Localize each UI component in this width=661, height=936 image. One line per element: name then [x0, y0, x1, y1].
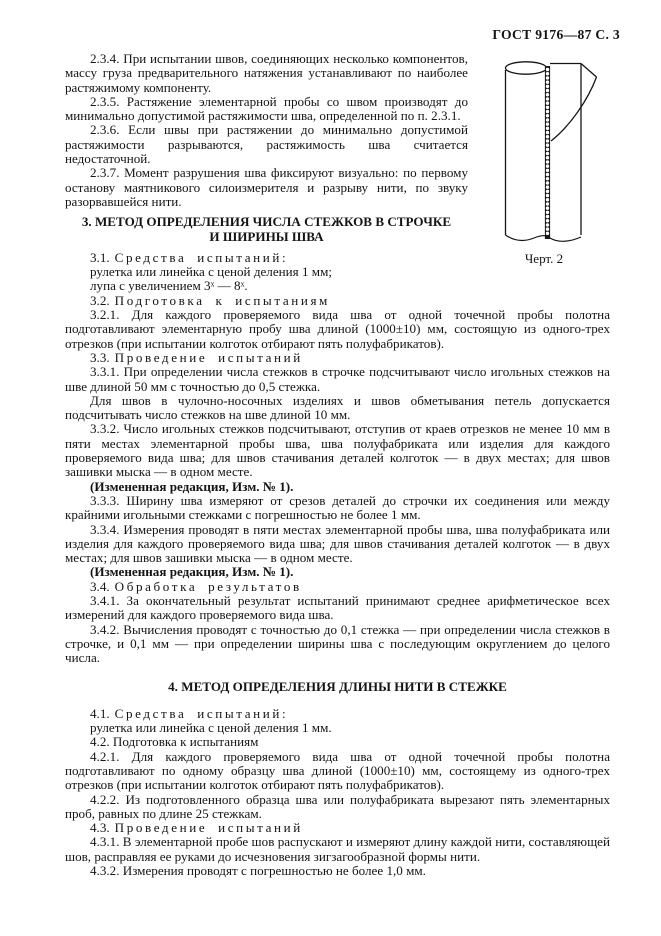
paragraph-4-2-1: 4.2.1. Для каждого проверяемого вида шва от одной точечной пробы полотна подготавливают по одному образцу шва длиной (1000±10) мм, состоящему из одного-трех отрезков (при испытании колготок отбирают пять полуфабрикатов). [65, 748, 610, 793]
figure-caption: Черт. 2 [524, 251, 564, 266]
paragraph-2-3-7: 2.3.7. Момент разрушения шва фиксируют визуально: по первому останову маятникового силоизмерителя и разрыву нити, по звуку разорвавшейся нити. [65, 165, 468, 209]
paragraph-3-3-2: 3.3.2. Число игольных стежков подсчитывают, отступив от краев отрезков не менее 10 мм в пяти местах элементарной пробы шва, шва полуфабриката или изделия для каждого проверяемого вида шва; для швов стачивания деталей колготок — в двух местах; для швов зашивки мыска — в одном месте. [65, 421, 610, 480]
document-body [65, 52, 610, 878]
subheading-3-3: 3.3. Проведение испытаний [90, 349, 303, 365]
paragraph-2-3-4: 2.3.4. При испытании швов, соединяющих несколько компонентов, массу груза предварительного натяжения устанавливают по наиболее растяжимому компоненту. [65, 51, 468, 95]
list-item-ruler-2: рулетка или линейка с ценой деления 1 мм. [90, 720, 332, 736]
paragraph-2-3-6: 2.3.6. Если швы при растяжении до минимально допустимой растяжимости разрываются, растяжимость шва считается недостаточной. [65, 122, 468, 167]
subheading-4-3: 4.3. Проведение испытаний [90, 820, 303, 836]
tube-seam-drawing [504, 60, 600, 246]
paragraph-3-4-1: 3.4.1. За окончательный результат испытаний принимают среднее арифметическое всех измерений для каждого проверяемого вида шва. [65, 592, 610, 623]
amendment-note-1: (Измененная редакция, Изм. № 1). [90, 478, 294, 494]
section-4-title: 4. МЕТОД ОПРЕДЕЛЕНИЯ ДЛИНЫ НИТИ В СТЕЖКЕ [168, 679, 507, 695]
paragraph-3-2-1: 3.2.1. Для каждого проверяемого вида шва от одной точечной пробы полотна подготавливают элементарную пробу шва длиной (1000±10) мм, состоящую из одного-трех отрезков (при испытании колготок отбирают пять полуфабрикатов). [65, 307, 610, 351]
section-3-title-line-1: 3. МЕТОД ОПРЕДЕЛЕНИЯ ЧИСЛА СТЕЖКОВ В СТРОЧКЕ [81, 214, 452, 230]
list-item-ruler: рулетка или линейка с ценой деления 1 мм; [90, 264, 332, 280]
subheading-4-1: 4.1. Средства испытаний: [90, 705, 289, 721]
paragraph-4-2-2: 4.2.2. Из подготовленного образца шва или полуфабриката вырезают пять элементарных проб, равных по длине 25 стежкам. [65, 791, 610, 821]
paragraph-4-3-1: 4.3.1. В элементарной пробе шов распускают и измеряют длину каждой нити, составляющей шов, расправляя ее руками до исчезновения зигзагообразной формы нити. [65, 834, 610, 864]
paragraph-2-3-5: 2.3.5. Растяжение элементарной пробы со швом производят до минимально допустимой растяжимости шва, определенной по п. 2.3.1. [65, 93, 468, 124]
subheading-4-2: 4.2. Подготовка к испытаниям [90, 734, 259, 750]
subheading-3-4: 3.4. Обработка результатов [90, 578, 302, 594]
paragraph-3-3-1: 3.3.1. При определении числа стежков в строчке подсчитывают число игольных стежков на шве длиной 50 мм с точностью до 0,5 стежка. [65, 364, 610, 394]
paragraph-3-4-2: 3.4.2. Вычисления проводят с точностью до 0,1 стежка — при определении числа стежков в строчке, и 0,1 мм — при определении ширины шва с последующим округлением до целого числа. [65, 621, 610, 666]
section-3-title-line-2: И ШИРИНЫ ШВА [209, 228, 324, 244]
subheading-3-2: 3.2. Подготовка к испытаниям [90, 292, 330, 308]
list-item-loupe: лупа с увеличением 3ˣ — 8ˣ. [90, 278, 248, 294]
subheading-3-1: 3.1. Средства испытаний: [90, 249, 289, 265]
paragraph-3-3-1-note: Для швов в чулочно-носочных изделиях и швов обметывания петель допускается подсчитывать число стежков на шве длиной 10 мм. [65, 392, 610, 423]
page-header: ГОСТ 9176—87 С. 3 [492, 27, 620, 42]
paragraph-4-3-2: 4.3.2. Измерения проводят с погрешностью не более 1,0 мм. [90, 863, 426, 879]
paragraph-3-3-3: 3.3.3. Ширину шва измеряют от срезов деталей до строчки их соединения или между крайними игольными стежками с погрешностью не более 1 мм. [65, 492, 610, 523]
figure-2 [478, 60, 610, 266]
amendment-note-2: (Измененная редакция, Изм. № 1). [90, 564, 294, 580]
paragraph-3-3-4: 3.3.4. Измерения проводят в пяти местах элементарной пробы шва, шва полуфабриката или изделия для каждого проверяемого вида шва; для швов стачивания деталей колготок — в двух местах; для швов зашивки мыска — в одном месте. [65, 521, 610, 566]
